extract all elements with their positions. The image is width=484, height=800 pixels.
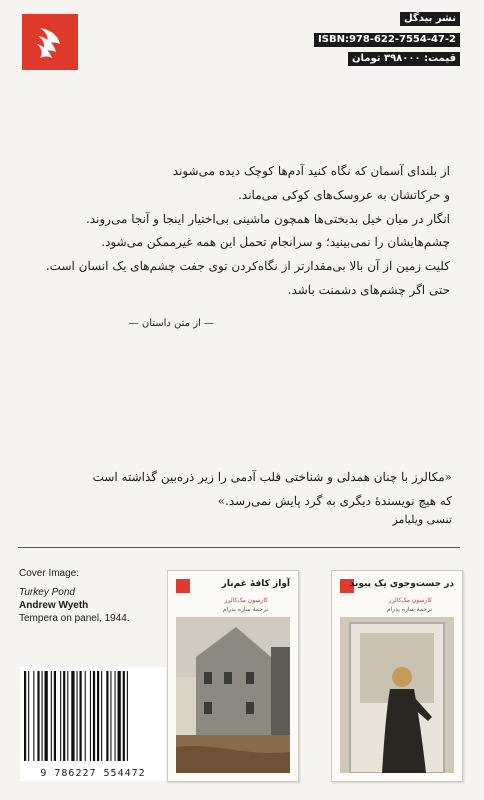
excerpt-line: چشم‌هایشان را نمی‌بینید؛ و سرانجام تحمل این همه غیرممکن می‌شود. (101, 235, 450, 250)
barcode-bar (37, 671, 39, 761)
price-label: قیمت: ۳۹۸۰۰۰ تومان (348, 52, 460, 66)
barcode-bar (42, 671, 43, 761)
barcode-bar (101, 671, 102, 761)
book-author: کارسون مک‌کالرز (388, 597, 432, 604)
barcode-bars (24, 671, 162, 761)
cover-credits (19, 567, 130, 625)
barcode-bar (85, 671, 86, 761)
barcode-bar (106, 671, 108, 761)
book-author: کارسون مک‌کالرز (224, 597, 268, 604)
credits-heading: Cover Image: (19, 568, 80, 579)
publisher-name: نشر بیدگل (400, 12, 460, 26)
quote-attribution: تنسی ویلیامز (392, 513, 452, 526)
barcode-bar (93, 671, 95, 761)
book-thumbnail (167, 570, 299, 782)
quote-line: که هیچ نویسندهٔ دیگری به گرد پایش نمی‌رسد.» (217, 494, 452, 508)
barcode-bar (54, 671, 56, 761)
excerpt-line: کلیت زمین از آن بالا بی‌مقدارتر از نگاه‌کردن توی جفت چشم‌های یک انسان است. (45, 259, 450, 274)
woman-at-door-painting-image (340, 617, 454, 773)
barcode-bar (77, 671, 78, 761)
barcode-bar (80, 671, 82, 761)
barcode-bar (67, 671, 68, 761)
barcode-bar (28, 671, 29, 761)
artist-name: Andrew Wyeth (19, 600, 89, 611)
bird-icon (22, 14, 78, 70)
book-title: در جست‌وجوی یک پیوند (349, 579, 454, 589)
barcode (20, 667, 166, 781)
mini-logo-icon (176, 579, 190, 593)
barcode-bar (115, 671, 116, 761)
book-title: آواز کافهٔ غم‌بار (221, 579, 290, 589)
excerpt-line: از بلندای آسمان که نگاه کنید آدم‌ها کوچک دیده می‌شوند (172, 164, 450, 178)
barcode-bar (60, 671, 61, 761)
quote-line: «مکالرز با چنان همدلی و شناختی قلب آدمی را زیر ذره‌بین گذاشته است (92, 470, 452, 484)
barcode-bar (51, 671, 52, 761)
barcode-bar (127, 671, 128, 761)
excerpt-text (45, 160, 450, 303)
barcode-bar (63, 671, 65, 761)
excerpt-line: حتی اگر چشم‌های دشمنت باشد. (287, 282, 450, 297)
artwork-title: Turkey Pond (19, 587, 75, 598)
barcode-bar (90, 671, 91, 761)
publisher-logo (22, 14, 78, 70)
house-painting-image (176, 617, 290, 773)
book-translator: ترجمهٔ ساره پدرام (386, 606, 432, 613)
divider (18, 547, 460, 548)
review-quote (52, 465, 452, 513)
barcode-bar (45, 671, 48, 761)
excerpt-line: انگار در میان خیل بدبختی‌ها همچون ماشینی بی‌اختیار اینجا و آنجا می‌روند. (85, 211, 450, 226)
barcode-bar (33, 671, 34, 761)
artwork-medium: Tempera on panel, 1944. (19, 613, 130, 624)
book-translator: ترجمهٔ ساره پدرام (222, 606, 268, 613)
book-thumbnail (331, 570, 463, 782)
barcode-bar (97, 671, 99, 761)
excerpt-source: — از متن داستان — (128, 318, 214, 329)
barcode-bar (110, 671, 111, 761)
isbn-label: ISBN:978-622-7554-47-2 (314, 33, 460, 47)
barcode-bar (118, 671, 121, 761)
barcode-bar (71, 671, 74, 761)
barcode-bar (24, 671, 26, 761)
barcode-bar (123, 671, 125, 761)
barcode-number: 9 786227 554472 (40, 768, 146, 779)
excerpt-line: و حرکاتشان به عروسک‌های کوکی می‌ماند. (238, 187, 450, 202)
